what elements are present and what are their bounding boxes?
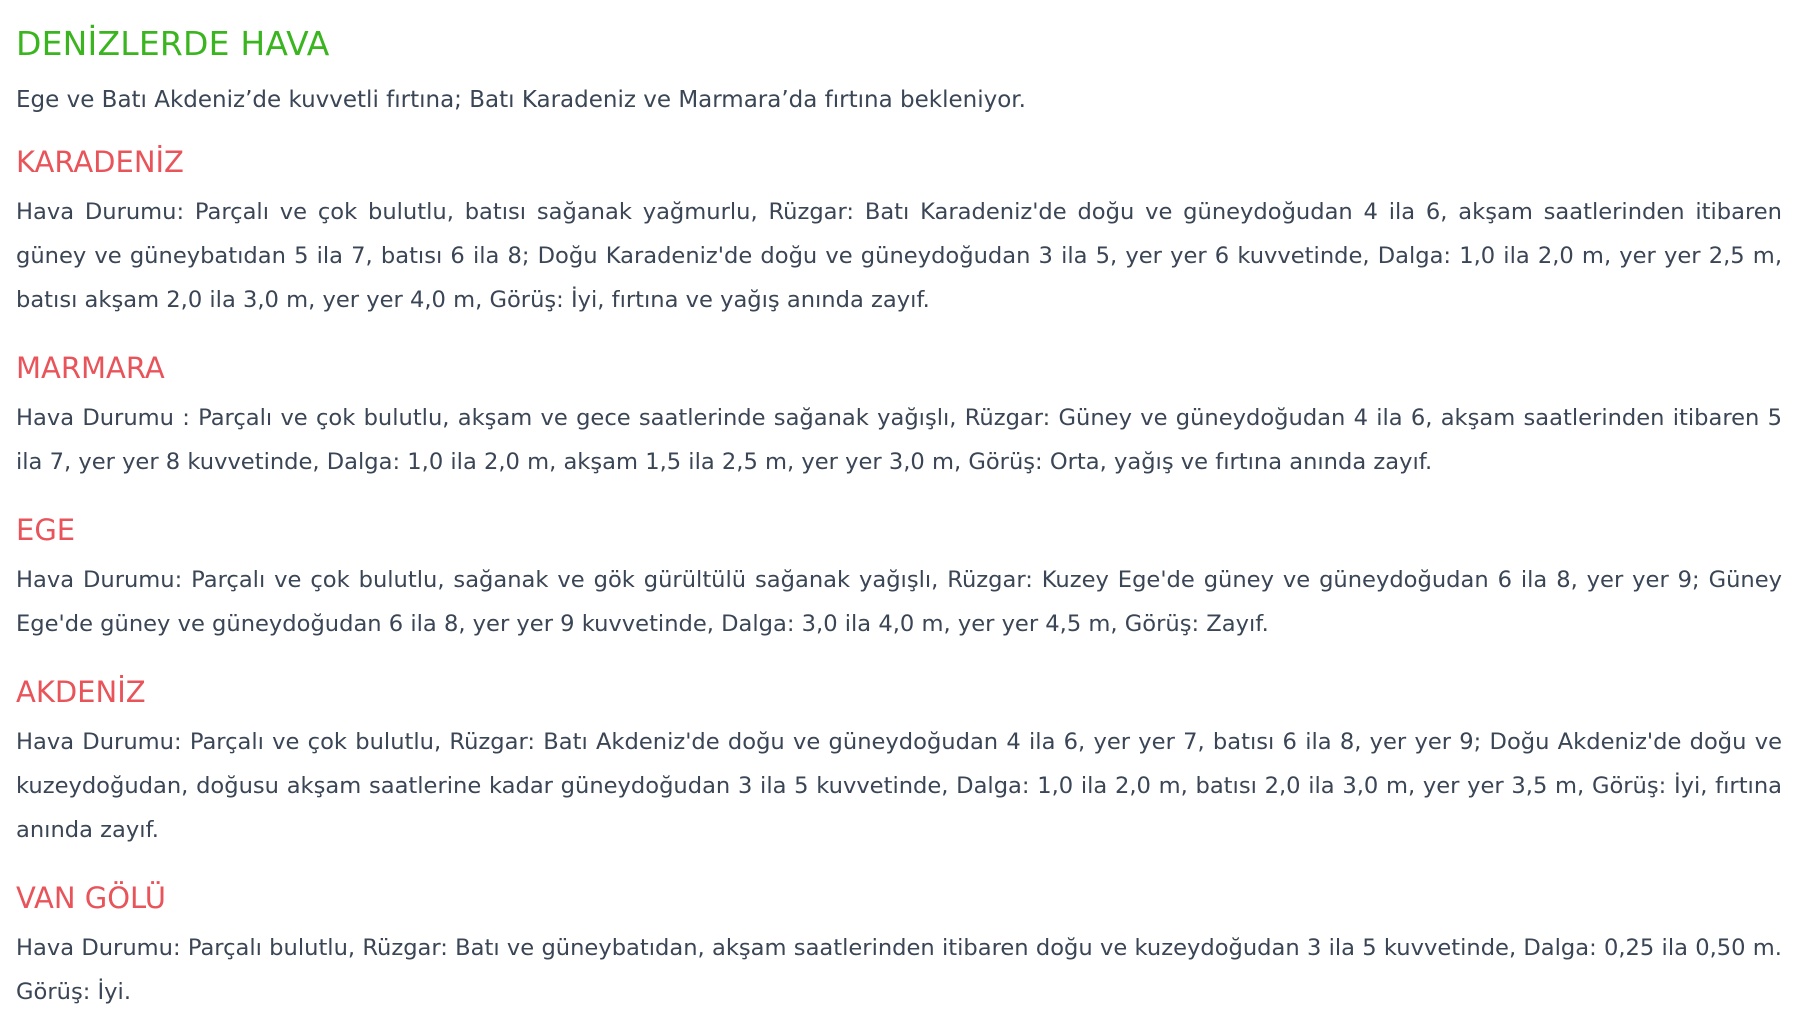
region-title: EGE	[16, 513, 76, 547]
region-title: MARMARA	[16, 351, 165, 385]
region-ege	[16, 510, 1782, 646]
region-van-golu	[16, 878, 1782, 1014]
region-forecast-text: Hava Durumu: Parçalı bulutlu, Rüzgar: Batı ve güneybatıdan, akşam saatlerinden itibaren doğu ve kuzeydoğudan 3 ila 5 kuvvetinde, Dalga: 0,25 ila 0,50 m. Görüş: İyi.	[16, 935, 1782, 1005]
region-title: KARADENİZ	[16, 145, 184, 179]
region-forecast-text: Hava Durumu: Parçalı ve çok bulutlu, batısı sağanak yağmurlu, Rüzgar: Batı Karadeniz'de doğu ve güneydoğudan 4 ila 6, akşam saatlerinden itibaren güney ve güneybatıdan 5 ila 7, batısı 6 ila 8; Doğu Karadeniz'de doğu ve güneydoğudan 3 ila 5, yer yer 6 kuvvetinde, Dalga: 1,0 ila 2,0 m, yer yer 2,5 m, batısı akşam 2,0 ila 3,0 m, yer yer 4,0 m, Görüş: İyi, fırtına ve yağış anında zayıf.	[16, 199, 1782, 313]
region-title: AKDENİZ	[16, 675, 146, 709]
region-akdeniz	[16, 672, 1782, 852]
region-karadeniz	[16, 142, 1782, 322]
region-forecast-text: Hava Durumu: Parçalı ve çok bulutlu, Rüzgar: Batı Akdeniz'de doğu ve güneydoğudan 4 ila 6, yer yer 7, batısı 6 ila 8, yer yer 9; Doğu Akdeniz'de doğu ve kuzeydoğudan, doğusu akşam saatlerine kadar güneydoğudan 3 ila 5 kuvvetinde, Dalga: 1,0 ila 2,0 m, batısı 2,0 ila 3,0 m, yer yer 3,5 m, Görüş: İyi, fırtına anında zayıf.	[16, 729, 1782, 843]
region-forecast-text: Hava Durumu : Parçalı ve çok bulutlu, akşam ve gece saatlerinde sağanak yağışlı, Rüzgar: Güney ve güneydoğudan 4 ila 6, akşam saatlerinden itibaren 5 ila 7, yer yer 8 kuvvetinde, Dalga: 1,0 ila 2,0 m, akşam 1,5 ila 2,5 m, yer yer 3,0 m, Görüş: Orta, yağış ve fırtına anında zayıf.	[16, 405, 1782, 475]
forecast-summary: Ege ve Batı Akdeniz’de kuvvetli fırtına; Batı Karadeniz ve Marmara’da fırtına bekleniyor.	[16, 87, 1026, 113]
region-title: VAN GÖLÜ	[16, 881, 166, 915]
region-marmara	[16, 348, 1782, 484]
page-title: DENİZLERDE HAVA	[16, 24, 330, 63]
region-forecast-text: Hava Durumu: Parçalı ve çok bulutlu, sağanak ve gök gürültülü sağanak yağışlı, Rüzgar: Kuzey Ege'de güney ve güneydoğudan 6 ila 8, yer yer 9; Güney Ege'de güney ve güneydoğudan 6 ila 8, yer yer 9 kuvvetinde, Dalga: 3,0 ila 4,0 m, yer yer 4,5 m, Görüş: Zayıf.	[16, 567, 1782, 637]
